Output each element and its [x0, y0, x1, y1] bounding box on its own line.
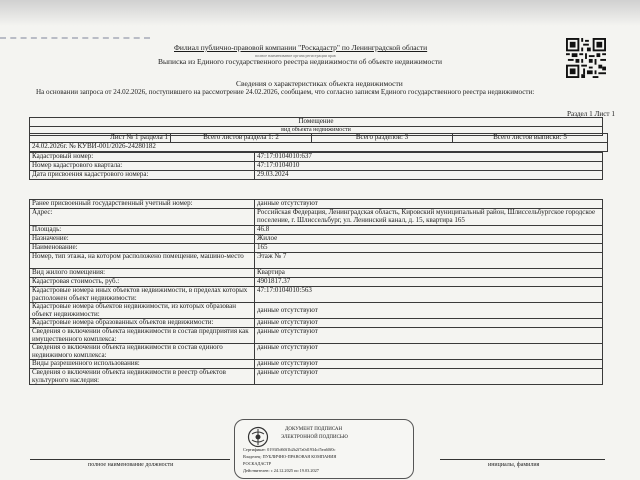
stamp-line-6: Действителен: с 24.12.2025 по 19.03.2027 — [243, 468, 319, 473]
stamp-line-1: ДОКУМЕНТ ПОДПИСАН — [285, 427, 343, 432]
table-row — [30, 253, 603, 269]
row-value: данные отсутствуют — [255, 319, 603, 328]
row-label: Кадастровый номер: — [30, 153, 255, 162]
scan-edge-mark — [0, 37, 150, 39]
row-label: Ранее присвоенный государственный учетный номер: — [30, 200, 255, 209]
row-value: данные отсутствуют — [255, 200, 603, 209]
doc-title: Выписка из Единого государственного реестра недвижимости об объекте недвижимости — [158, 57, 443, 66]
row-value: данные отсутствуют — [255, 328, 603, 344]
row-value: данные отсутствуют — [255, 303, 603, 319]
row-label: Номер кадастрового квартала: — [30, 162, 255, 171]
table-row — [30, 200, 603, 209]
row-value: 46.8 — [255, 226, 603, 235]
table-row — [30, 269, 603, 278]
sections-total: Всего разделов: 3 — [312, 134, 453, 143]
row-label: Дата присвоения кадастрового номера: — [30, 171, 255, 180]
table-row — [30, 209, 603, 226]
table-row — [30, 162, 603, 171]
table-row — [30, 303, 603, 319]
row-label: Адрес: — [30, 209, 255, 226]
table-row — [30, 153, 603, 162]
row-value: 165 — [255, 244, 603, 253]
row-value: данные отсутствуют — [255, 369, 603, 385]
org-sub-caption: полное наименование органа регистрации прав — [255, 53, 336, 58]
row-label: Вид жилого помещения: — [30, 269, 255, 278]
date-and-number: 24.02.2026г. № КУВИ-001/2026-24280182 — [30, 143, 608, 152]
row-label: Сведения о включении объекта недвижимости в реестр объектов культурного наследия: — [30, 369, 255, 385]
table-row — [30, 360, 603, 369]
stamp-line-3: Сертификат: 0193f5d60f1b2b2f7a0d1934cf5ea60f0c — [243, 447, 336, 452]
row-value: 4901817.37 — [255, 278, 603, 287]
org-line: Филиал публично-правовой компании "Роскадастр" по Ленинградской области — [174, 43, 428, 52]
basic-info-table — [29, 152, 603, 180]
row-value: Жилое — [255, 235, 603, 244]
scan-shadow — [0, 0, 640, 26]
row-label: Сведения о включении объекта недвижимости в состав единого недвижимого комплекса: — [30, 344, 255, 360]
position-caption: полное наименование должности — [88, 462, 174, 468]
details-table — [29, 199, 603, 385]
sheet-info-table — [29, 133, 608, 152]
qr-code-icon — [566, 38, 606, 78]
table-row — [30, 319, 603, 328]
sheet-number: Лист № 1 раздела 1 — [30, 134, 171, 143]
table-row — [30, 328, 603, 344]
table-row — [30, 278, 603, 287]
table-row — [30, 244, 603, 253]
e-signature-stamp — [234, 419, 414, 479]
table-row — [30, 287, 603, 303]
row-value: 47:17:0104010:637 — [255, 153, 603, 162]
row-value: Квартира — [255, 269, 603, 278]
row-label: Площадь: — [30, 226, 255, 235]
section-title: Сведения о характеристиках объекта недвижимости — [236, 79, 403, 88]
row-label: Номер, тип этажа, на котором расположено помещение, машино-место — [30, 253, 255, 269]
section-sheet-label: Раздел 1 Лист 1 — [567, 110, 615, 118]
name-line — [440, 459, 605, 460]
sheets-in-section: Всего листов раздела 1: 2 — [171, 134, 312, 143]
row-label: Наименование: — [30, 244, 255, 253]
table-row — [30, 344, 603, 360]
object-kind-caption: вид объекта недвижимости — [30, 127, 603, 136]
row-value: данные отсутствуют — [255, 344, 603, 360]
row-value: Российская Федерация, Ленинградская область, Кировский муниципальный район, Шлиссельбургское городское поселение, г. Шлиссельбург, ул. Ленинский канал, д. 15, квартира 165 — [255, 209, 603, 226]
signature-emblem-icon — [247, 426, 269, 448]
row-value: 47:17:0104010 — [255, 162, 603, 171]
table-row — [30, 235, 603, 244]
table-row — [30, 369, 603, 385]
row-label: Кадастровые номера иных объектов недвижимости, в пределах которых расположен объект недвижимости: — [30, 287, 255, 303]
sheets-total: Всего листов выписки: 5 — [453, 134, 608, 143]
row-label: Кадастровая стоимость, руб.: — [30, 278, 255, 287]
row-value: Этаж № 7 — [255, 253, 603, 269]
row-value: 47:17:0104010:563 — [255, 287, 603, 303]
table-row — [30, 171, 603, 180]
row-label: Сведения о включении объекта недвижимости в состав предприятия как имущественного комплекса: — [30, 328, 255, 344]
stamp-line-5: РОСКАДАСТР — [243, 461, 272, 466]
row-value: данные отсутствуют — [255, 360, 603, 369]
table-row — [30, 226, 603, 235]
object-kind: Помещение — [30, 118, 603, 127]
row-label: Кадастровые номера образованных объектов недвижимости: — [30, 319, 255, 328]
name-caption: инициалы, фамилия — [488, 462, 540, 468]
position-line — [30, 459, 230, 460]
row-label: Назначение: — [30, 235, 255, 244]
row-value: 29.03.2024 — [255, 171, 603, 180]
intro-text: На основании запроса от 24.02.2026, поступившего на рассмотрение 24.02.2026, сообщаем, что согласно записям Единого государственного реестра недвижимости: — [36, 88, 535, 96]
row-label: Кадастровые номера объектов недвижимости, из которых образован объект недвижимости: — [30, 303, 255, 319]
row-label: Виды разрешенного использования: — [30, 360, 255, 369]
stamp-line-2: ЭЛЕКТРОННОЙ ПОДПИСЬЮ — [281, 435, 348, 440]
stamp-line-4: Владелец: ПУБЛИЧНО-ПРАВОВАЯ КОМПАНИЯ — [243, 454, 337, 459]
